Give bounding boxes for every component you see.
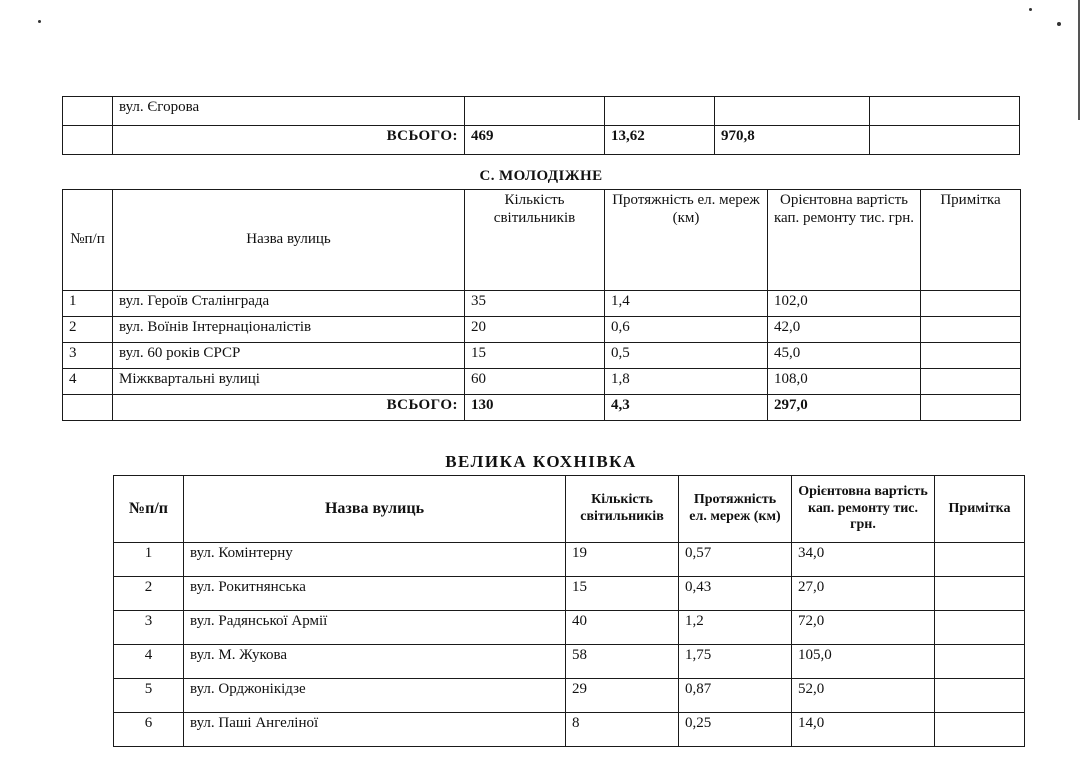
- header-street: Назва вулиць: [113, 190, 465, 291]
- table-row: [63, 343, 1021, 369]
- cell-note: [921, 291, 1021, 317]
- table-row: [63, 97, 1020, 126]
- table-row: [63, 317, 1021, 343]
- cell-cost: 52,0: [792, 679, 935, 713]
- cell-lamps: 58: [566, 645, 679, 679]
- table-header-row: [114, 476, 1025, 543]
- cell-street: вул. 60 років СРСР: [113, 343, 465, 369]
- total-lamps: 130: [465, 395, 605, 421]
- total-note: [921, 395, 1021, 421]
- cell-street: вул. М. Жукова: [184, 645, 566, 679]
- cell-lamps: 20: [465, 317, 605, 343]
- cell-cost: 14,0: [792, 713, 935, 747]
- cell-cost: 105,0: [792, 645, 935, 679]
- table-total-row: [63, 126, 1020, 155]
- table-row: [114, 577, 1025, 611]
- header-note: Примітка: [921, 190, 1021, 291]
- cell-note: [870, 97, 1020, 126]
- header-network: Протяжність ел. мереж (км): [605, 190, 768, 291]
- header-cost: Орієнтовна вартість кап. ремонту тис. грн.: [792, 476, 935, 543]
- cell-network: 0,43: [679, 577, 792, 611]
- table-total-row: [63, 395, 1021, 421]
- total-network: 4,3: [605, 395, 768, 421]
- cell-network: [605, 97, 715, 126]
- cell-network: 1,4: [605, 291, 768, 317]
- cell-cost: 34,0: [792, 543, 935, 577]
- cell-network: 0,5: [605, 343, 768, 369]
- cell-cost: 42,0: [768, 317, 921, 343]
- scan-speck: [1029, 8, 1032, 11]
- total-label: ВСЬОГО:: [113, 126, 465, 155]
- section-title-molodizhne: С. МОЛОДІЖНЕ: [479, 168, 603, 184]
- cell-note: [935, 713, 1025, 747]
- cell-num: 5: [114, 679, 184, 713]
- cell-num: 1: [114, 543, 184, 577]
- cell-street: Міжквартальні вулиці: [113, 369, 465, 395]
- header-network: Протяжність ел. мереж (км): [679, 476, 792, 543]
- cell-num: 3: [114, 611, 184, 645]
- total-network: 13,62: [605, 126, 715, 155]
- cell-lamps: 19: [566, 543, 679, 577]
- table-header-row: [63, 190, 1021, 291]
- cell-note: [935, 611, 1025, 645]
- cell-cost: 102,0: [768, 291, 921, 317]
- header-lamps: Кількість світильників: [465, 190, 605, 291]
- total-lamps: 469: [465, 126, 605, 155]
- cell-note: [935, 577, 1025, 611]
- cell-street: вул. Воїнів Інтернаціоналістів: [113, 317, 465, 343]
- cell-lamps: 15: [566, 577, 679, 611]
- cell-network: 0,87: [679, 679, 792, 713]
- cell-street: вул. Орджонікідзе: [184, 679, 566, 713]
- cell-street: вул. Єгорова: [113, 97, 465, 126]
- cell-num: [63, 395, 113, 421]
- cell-note: [935, 679, 1025, 713]
- cell-lamps: 29: [566, 679, 679, 713]
- cell-num: [63, 97, 113, 126]
- cell-note: [921, 317, 1021, 343]
- cell-lamps: 35: [465, 291, 605, 317]
- cell-street: вул. Героїв Сталінграда: [113, 291, 465, 317]
- cell-network: 0,57: [679, 543, 792, 577]
- header-num: №п/п: [63, 190, 113, 291]
- cell-network: 1,75: [679, 645, 792, 679]
- cell-num: [63, 126, 113, 155]
- cell-num: 6: [114, 713, 184, 747]
- cell-num: 1: [63, 291, 113, 317]
- cell-cost: 27,0: [792, 577, 935, 611]
- cell-street: вул. Рокитнянська: [184, 577, 566, 611]
- total-cost: 297,0: [768, 395, 921, 421]
- cell-lamps: 40: [566, 611, 679, 645]
- cell-street: вул. Паші Ангеліної: [184, 713, 566, 747]
- cell-lamps: [465, 97, 605, 126]
- cell-network: 0,25: [679, 713, 792, 747]
- cell-note: [935, 543, 1025, 577]
- table-row: [114, 679, 1025, 713]
- scan-speck: [1057, 22, 1061, 26]
- cell-cost: 45,0: [768, 343, 921, 369]
- cell-num: 4: [114, 645, 184, 679]
- cell-cost: 108,0: [768, 369, 921, 395]
- total-cost: 970,8: [715, 126, 870, 155]
- header-note: Примітка: [935, 476, 1025, 543]
- cell-street: вул. Радянської Армії: [184, 611, 566, 645]
- header-street: Назва вулиць: [184, 476, 566, 543]
- cell-network: 1,8: [605, 369, 768, 395]
- cell-cost: 72,0: [792, 611, 935, 645]
- table-row: [63, 369, 1021, 395]
- header-lamps: Кількість світильників: [566, 476, 679, 543]
- cell-street: вул. Комінтерну: [184, 543, 566, 577]
- cell-num: 4: [63, 369, 113, 395]
- total-label: ВСЬОГО:: [113, 395, 465, 421]
- table-row: [114, 611, 1025, 645]
- table-row: [114, 713, 1025, 747]
- table-molodizhne: [62, 189, 1021, 421]
- scan-speck: [38, 20, 41, 23]
- scan-edge-line: [1078, 0, 1080, 120]
- cell-network: 0,6: [605, 317, 768, 343]
- cell-note: [921, 343, 1021, 369]
- table-row: [63, 291, 1021, 317]
- cell-num: 3: [63, 343, 113, 369]
- cell-note: [921, 369, 1021, 395]
- cell-num: 2: [114, 577, 184, 611]
- total-note: [870, 126, 1020, 155]
- cell-num: 2: [63, 317, 113, 343]
- section-title-kokhnivka: ВЕЛИКА КОХНІВКА: [445, 452, 637, 471]
- cell-lamps: 60: [465, 369, 605, 395]
- cell-note: [935, 645, 1025, 679]
- cell-network: 1,2: [679, 611, 792, 645]
- table-previous-section-continuation: [62, 96, 1020, 155]
- header-cost: Орієнтовна вартість кап. ремонту тис. грн.: [768, 190, 921, 291]
- table-kokhnivka: [113, 475, 1025, 747]
- table-row: [114, 543, 1025, 577]
- cell-lamps: 8: [566, 713, 679, 747]
- table-row: [114, 645, 1025, 679]
- header-num: №п/п: [114, 476, 184, 543]
- cell-lamps: 15: [465, 343, 605, 369]
- cell-cost: [715, 97, 870, 126]
